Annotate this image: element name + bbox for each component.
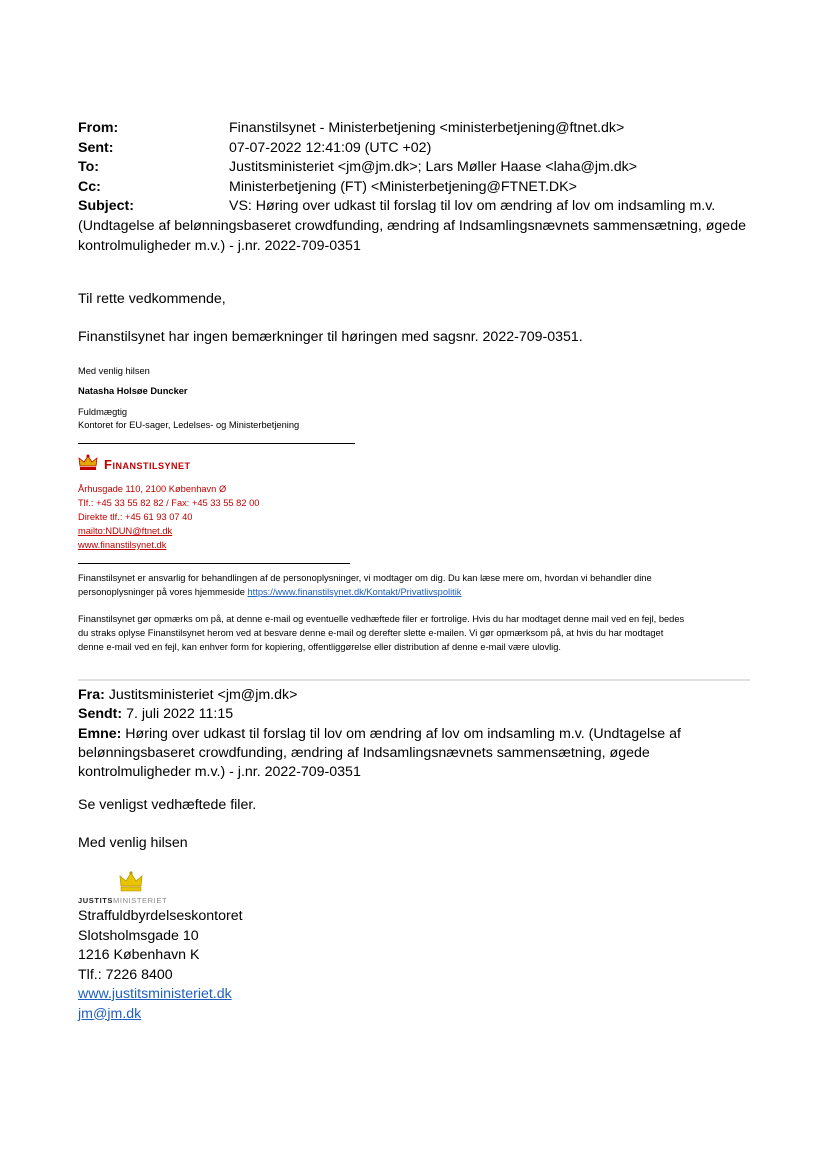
emne-line-1: Høring over udkast til forslag til lov om ændring af lov om indsamling m.v. (Undtagelse af	[121, 725, 681, 742]
disclaimer-p2-line1: Finanstilsynet gør opmærks om på, at denne e-mail og eventuelle vedhæftede filer er fortrolige. Hvis du har modtaget denne mail ved en fejl, bedes	[78, 614, 685, 624]
jm-office: Straffuldbyrdelseskontoret	[78, 908, 243, 924]
emne-line-3: kontrolmuligheder m.v.) - j.nr. 2022-709-0351	[78, 764, 361, 781]
greeting: Til rette vedkommende,	[78, 291, 226, 307]
signature-closing: Med venlig hilsen	[78, 366, 150, 376]
signature-title: Fuldmægtig	[78, 407, 128, 417]
forwarded-body: Se venligst vedhæftede filer.	[78, 797, 257, 813]
logo-wordmark	[78, 896, 167, 905]
from-label: From:	[78, 120, 119, 136]
signature-address: Århusgade 110, 2100 København Ø	[78, 484, 227, 494]
to-label: To:	[78, 159, 100, 176]
subject-line-2: (Undtagelse af belønningsbaseret crowdfunding, ændring af Indsamlingsnævnets sammensætning, øgede	[78, 217, 746, 234]
sendt-label: Sendt:	[78, 706, 123, 723]
cc-value: Ministerbetjening (FT) <Ministerbetjening@FTNET.DK>	[229, 178, 577, 195]
to-row	[78, 158, 758, 178]
email-header	[78, 119, 758, 256]
sent-row	[78, 139, 758, 159]
forwarded-closing: Med venlig hilsen	[78, 835, 188, 851]
jm-street: Slotsholmsgade 10	[78, 927, 199, 944]
jm-signature	[78, 907, 243, 1024]
subject-line-1: VS: Høring over udkast til forslag til lov om ændring af lov om indsamling m.v.	[229, 198, 716, 215]
signature-divider-bottom	[78, 563, 350, 564]
jm-web-link[interactable]: www.justitsministeriet.dk	[78, 986, 232, 1002]
jm-city: 1216 København K	[78, 947, 200, 963]
crown-icon	[118, 871, 144, 893]
logo-wordmark-part1: JUSTITS	[78, 896, 114, 905]
subject-label: Subject:	[78, 198, 134, 215]
signature-office: Kontoret for EU-sager, Ledelses- og Ministerbetjening	[78, 420, 300, 430]
emne-line-2: belønningsbaseret crowdfunding, ændring af Indsamlingsnævnets sammensætning, øgede	[78, 744, 650, 761]
disclaimer-p2-line2: du straks oplyse Finanstilsynet herom ved at besvare denne e-mail og derefter slette e-mailen. Vi gør opmærksom på, at hvis du har modtaget	[78, 628, 664, 638]
cc-row	[78, 178, 758, 198]
forward-separator	[78, 679, 750, 681]
fra-value: Justitsministeriet <jm@jm.dk>	[104, 687, 298, 703]
to-value: Justitsministeriet <jm@jm.dk>; Lars Møller Haase <laha@jm.dk>	[229, 159, 638, 176]
sendt-row	[78, 705, 681, 724]
fra-label: Fra:	[78, 687, 105, 703]
crown-icon	[78, 454, 98, 472]
sendt-value: 7. juli 2022 11:15	[122, 706, 234, 723]
sent-label: Sent:	[78, 139, 114, 156]
disclaimer-p1-line2	[78, 586, 461, 599]
signature-divider-top	[78, 443, 355, 444]
subject-line-3: kontrolmuligheder m.v.) - j.nr. 2022-709-0351	[78, 237, 361, 254]
disclaimer-p1-prefix: personoplysninger på vores hjemmeside	[78, 587, 248, 597]
forwarded-header	[78, 686, 681, 782]
from-row	[78, 119, 758, 139]
emne-row	[78, 725, 681, 744]
disclaimer-p2-line3: denne e-mail ved en fejl, kan enhver form for kopiering, offentliggørelse eller distribution af denne e-mail være ulovlig.	[78, 642, 562, 652]
cc-label: Cc:	[78, 178, 101, 195]
justitsministeriet-logo	[78, 871, 188, 907]
signature-mail-link[interactable]: mailto:NDUN@ftnet.dk	[78, 526, 173, 536]
signature-direct-phone: Direkte tlf.: +45 61 93 07 40	[78, 512, 193, 522]
from-value: Finanstilsynet - Ministerbetjening <ministerbetjening@ftnet.dk>	[229, 120, 625, 136]
privacy-policy-link[interactable]: https://www.finanstilsynet.dk/Kontakt/Privatlivspolitik	[247, 587, 462, 597]
signature-name: Natasha Holsøe Duncker	[78, 386, 188, 396]
jm-phone: Tlf.: 7226 8400	[78, 966, 173, 983]
sent-value: 07-07-2022 12:41:09 (UTC +02)	[229, 139, 432, 156]
subject-block	[78, 197, 758, 256]
message: Finanstilsynet har ingen bemærkninger til høringen med sagsnr. 2022-709-0351.	[78, 329, 583, 345]
jm-email-link[interactable]: jm@jm.dk	[78, 1005, 142, 1022]
logo-wordmark-part2: MINISTERIET	[113, 896, 168, 905]
signature-web-link[interactable]: www.finanstilsynet.dk	[78, 540, 167, 550]
fra-row	[78, 686, 681, 705]
signature-phone-fax: Tlf.: +45 33 55 82 82 / Fax: +45 33 55 82 00	[78, 498, 260, 508]
disclaimer-p1-line1: Finanstilsynet er ansvarlig for behandlingen af de personoplysninger, vi modtager om dig. Du kan læse mere om, hvordan vi behandler dine	[78, 573, 652, 583]
emne-label: Emne:	[78, 725, 122, 742]
brand-name: Finanstilsynet	[104, 457, 191, 472]
